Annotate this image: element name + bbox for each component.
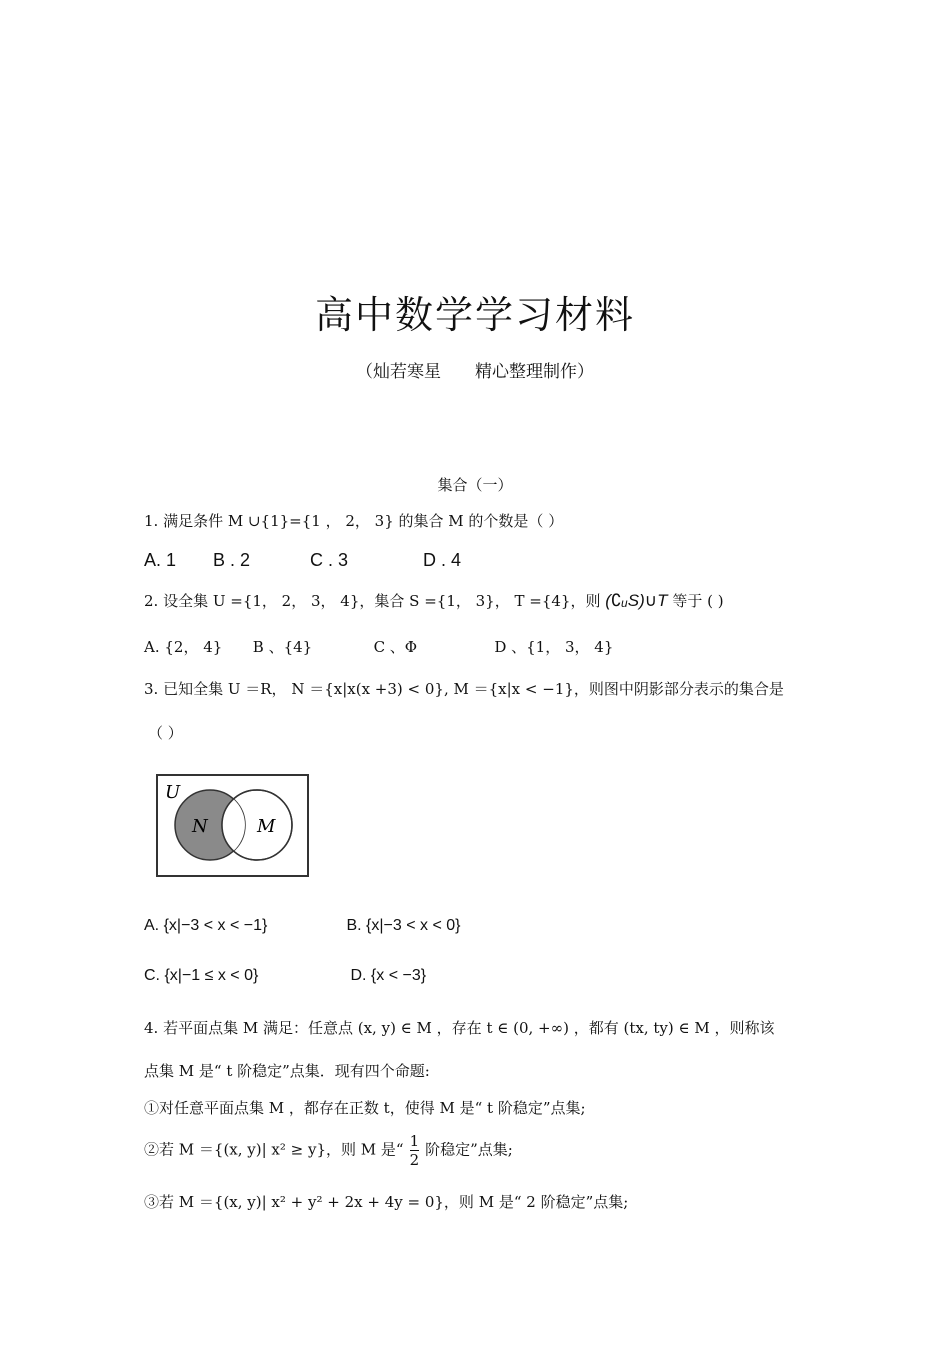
q3-option-c: C. {x|−1 ≤ x < 0} <box>144 967 259 984</box>
set-n-label: N <box>192 816 208 837</box>
one-half-fraction <box>410 1132 420 1169</box>
q1-option-a: A. 1 <box>144 550 177 570</box>
proposition-2-part-b: 阶稳定”点集; <box>425 1140 513 1159</box>
q2-option-c: C 、Φ <box>373 638 418 656</box>
question-3-options-row-1 <box>144 915 460 937</box>
proposition-3: ③若 M ＝{(x, y)| x² + y² + 2x + 4y = 0}，则 M 是“ 2 阶稳定”点集; <box>144 1193 629 1211</box>
q2-option-b: B 、{4} <box>252 638 313 656</box>
q3-option-a: A. {x|−3 < x < −1} <box>144 917 268 934</box>
set-m-label: M <box>257 816 276 837</box>
venn-diagram <box>156 774 310 878</box>
q2-option-d: D 、{1， 3， 4} <box>494 638 614 656</box>
q2-stem-part-b: 等于 ( ) <box>672 592 724 610</box>
page-title: 高中数学学习材料 <box>314 293 635 337</box>
q3-option-d: D. {x < −3} <box>350 967 427 984</box>
section-title: 集合（一） <box>437 476 513 494</box>
fraction-denominator: 2 <box>409 1151 420 1169</box>
question-2-options <box>144 636 613 658</box>
proposition-1: ①对任意平面点集 M ，都存在正数 t，使得 M 是“ t 阶稳定”点集; <box>144 1099 586 1117</box>
universe-label: U <box>165 782 181 803</box>
fraction-numerator: 1 <box>409 1132 420 1150</box>
question-2-stem <box>144 590 724 612</box>
q2-option-a: A. {2， 4} <box>144 638 223 656</box>
q1-option-c: C . 3 <box>310 550 349 570</box>
page-subtitle: （灿若寒星 精心整理制作） <box>356 362 594 382</box>
question-4-line-1: 4. 若平面点集 M 满足：任意点 (x, y) ∈ M ，存在 t ∈ (0, +∞) ，都有 (tx, ty) ∈ M ，则称该 <box>144 1019 775 1037</box>
q2-formula: (∁ᵤS)∪T <box>605 591 668 610</box>
question-4-line-2: 点集 M 是“ t 阶稳定”点集．现有四个命题: <box>144 1062 430 1080</box>
proposition-2-part-a: ②若 M ＝{(x, y)| x² ≥ y}，则 M 是“ <box>144 1140 404 1159</box>
q2-stem-part-a: 2. 设全集 U ={1， 2， 3， 4}，集合 S ={1， 3}， T ={4}，则 <box>144 592 601 610</box>
q1-option-d: D . 4 <box>423 550 462 570</box>
q1-option-b: B . 2 <box>213 550 251 570</box>
proposition-2 <box>144 1132 513 1169</box>
question-1-options <box>144 549 461 571</box>
question-3-paren: （ ） <box>148 724 183 742</box>
question-3-stem: 3. 已知全集 U ＝R， N ＝{x|x(x +3) < 0}, M ＝{x|x < −1}，则图中阴影部分表示的集合是 <box>144 680 784 698</box>
question-3-options-row-2 <box>144 965 426 987</box>
q3-option-b: B. {x|−3 < x < 0} <box>346 917 461 934</box>
question-1-stem: 1. 满足条件 M ∪{1}={1 ， 2， 3} 的集合 M 的个数是（ ） <box>144 512 564 530</box>
